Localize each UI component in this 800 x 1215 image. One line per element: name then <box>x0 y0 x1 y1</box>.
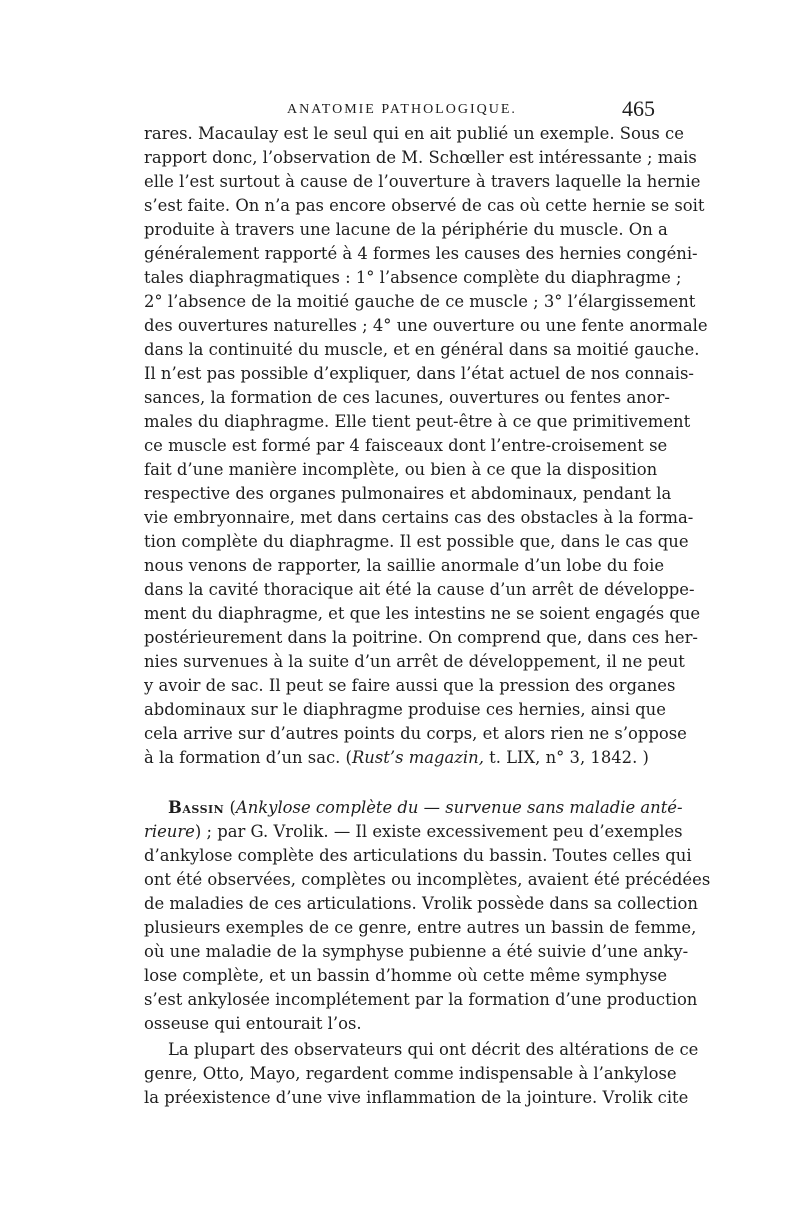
text-line: rapport donc, l’observation de M. Schœller est intéressante ; mais <box>144 148 697 167</box>
text-line: s’est ankylosée incomplétement par la formation d’une production <box>144 990 698 1009</box>
entry-subject-italic: Ankylose complète du — survenue sans maladie anté- <box>235 798 683 817</box>
text-line: dans la cavité thoracique ait été la cause d’un arrêt de développe- <box>144 580 695 599</box>
text-line: généralement rapporté à 4 formes les causes des hernies congéni- <box>144 244 698 263</box>
text-line: tales diaphragmatiques : 1° l’absence complète du diaphragme ; <box>144 268 682 287</box>
text-line: produite à travers une lacune de la périphérie du muscle. On a <box>144 220 668 239</box>
text-line: plusieurs exemples de ce genre, entre autres un bassin de femme, <box>144 918 697 937</box>
text-line: La plupart des observateurs qui ont décrit des altérations de ce <box>168 1040 699 1059</box>
text-line: ce muscle est formé par 4 faisceaux dont l’entre-croisement se <box>144 436 668 455</box>
text-line: males du diaphragme. Elle tient peut-être à ce que primitivement <box>144 412 691 431</box>
text-line: fait d’une manière incomplète, ou bien à ce que la disposition <box>144 460 658 479</box>
citation-lead: à la formation d’un sac. ( <box>144 748 352 767</box>
heading-open-paren: ( <box>224 798 236 817</box>
text-line: abdominaux sur le diaphragme produise ces hernies, ainsi que <box>144 700 666 719</box>
text-line: nous venons de rapporter, la saillie anormale d’un lobe du foie <box>144 556 665 575</box>
citation-reference: t. LIX, n° 3, 1842. ) <box>483 748 649 767</box>
text-line: rares. Macaulay est le seul qui en ait publié un exemple. Sous ce <box>144 124 684 143</box>
text-line: elle l’est surtout à cause de l’ouverture à travers laquelle la hernie <box>144 172 701 191</box>
running-title: ANATOMIE PATHOLOGIQUE. <box>287 102 517 117</box>
text-line: où une maladie de la symphyse pubienne a été suivie d’une anky- <box>144 942 689 961</box>
entry-author-text: ) ; par G. Vrolik. — Il existe excessivement peu d’exemples <box>194 822 683 841</box>
text-line: 2° l’absence de la moitié gauche de ce muscle ; 3° l’élargissement <box>144 292 696 311</box>
text-line <box>144 820 683 844</box>
text-line-citation <box>144 746 656 770</box>
text-line: cela arrive sur d’autres points du corps, et alors rien ne s’oppose <box>144 724 687 743</box>
entry-heading-line <box>168 796 683 820</box>
text-line: vie embryonnaire, met dans certains cas des obstacles à la forma- <box>144 508 694 527</box>
text-line: lose complète, et un bassin d’homme où cette même symphyse <box>144 966 668 985</box>
citation-journal: Rust’s magazin, <box>351 748 484 767</box>
text-line: s’est faite. On n’a pas encore observé de cas où cette hernie se soit <box>144 196 705 215</box>
entry-heading-word: Bassin <box>168 798 225 817</box>
text-line: nies survenues à la suite d’un arrêt de développement, il ne peut <box>144 652 685 671</box>
text-line: des ouvertures naturelles ; 4° une ouverture ou une fente anormale <box>144 316 708 335</box>
text-line: Il n’est pas possible d’expliquer, dans l’état actuel de nos connais- <box>144 364 694 383</box>
text-line: de maladies de ces articulations. Vrolik possède dans sa collection <box>144 894 698 913</box>
text-line: genre, Otto, Mayo, regardent comme indispensable à l’ankylose <box>144 1064 677 1083</box>
text-line: respective des organes pulmonaires et abdominaux, pendant la <box>144 484 672 503</box>
page-number: 465 <box>622 96 655 121</box>
text-line: sances, la formation de ces lacunes, ouvertures ou fentes anor- <box>144 388 670 407</box>
text-line: ont été observées, complètes ou incomplètes, avaient été précédées <box>144 870 711 889</box>
text-line: tion complète du diaphragme. Il est possible que, dans le cas que <box>144 532 689 551</box>
text-line: d’ankylose complète des articulations du bassin. Toutes celles qui <box>144 846 692 865</box>
text-line: postérieurement dans la poitrine. On comprend que, dans ces her- <box>144 628 698 647</box>
text-line: osseuse qui entourait l’os. <box>144 1014 362 1033</box>
text-line: dans la continuité du muscle, et en général dans sa moitié gauche. <box>144 340 700 359</box>
entry-subject-italic-end: rieure <box>144 822 195 841</box>
text-line: la préexistence d’une vive inflammation de la jointure. Vrolik cite <box>144 1088 689 1107</box>
text-line: ment du diaphragme, et que les intestins ne se soient engagés que <box>144 604 701 623</box>
text-line: y avoir de sac. Il peut se faire aussi que la pression des organes <box>144 676 676 695</box>
